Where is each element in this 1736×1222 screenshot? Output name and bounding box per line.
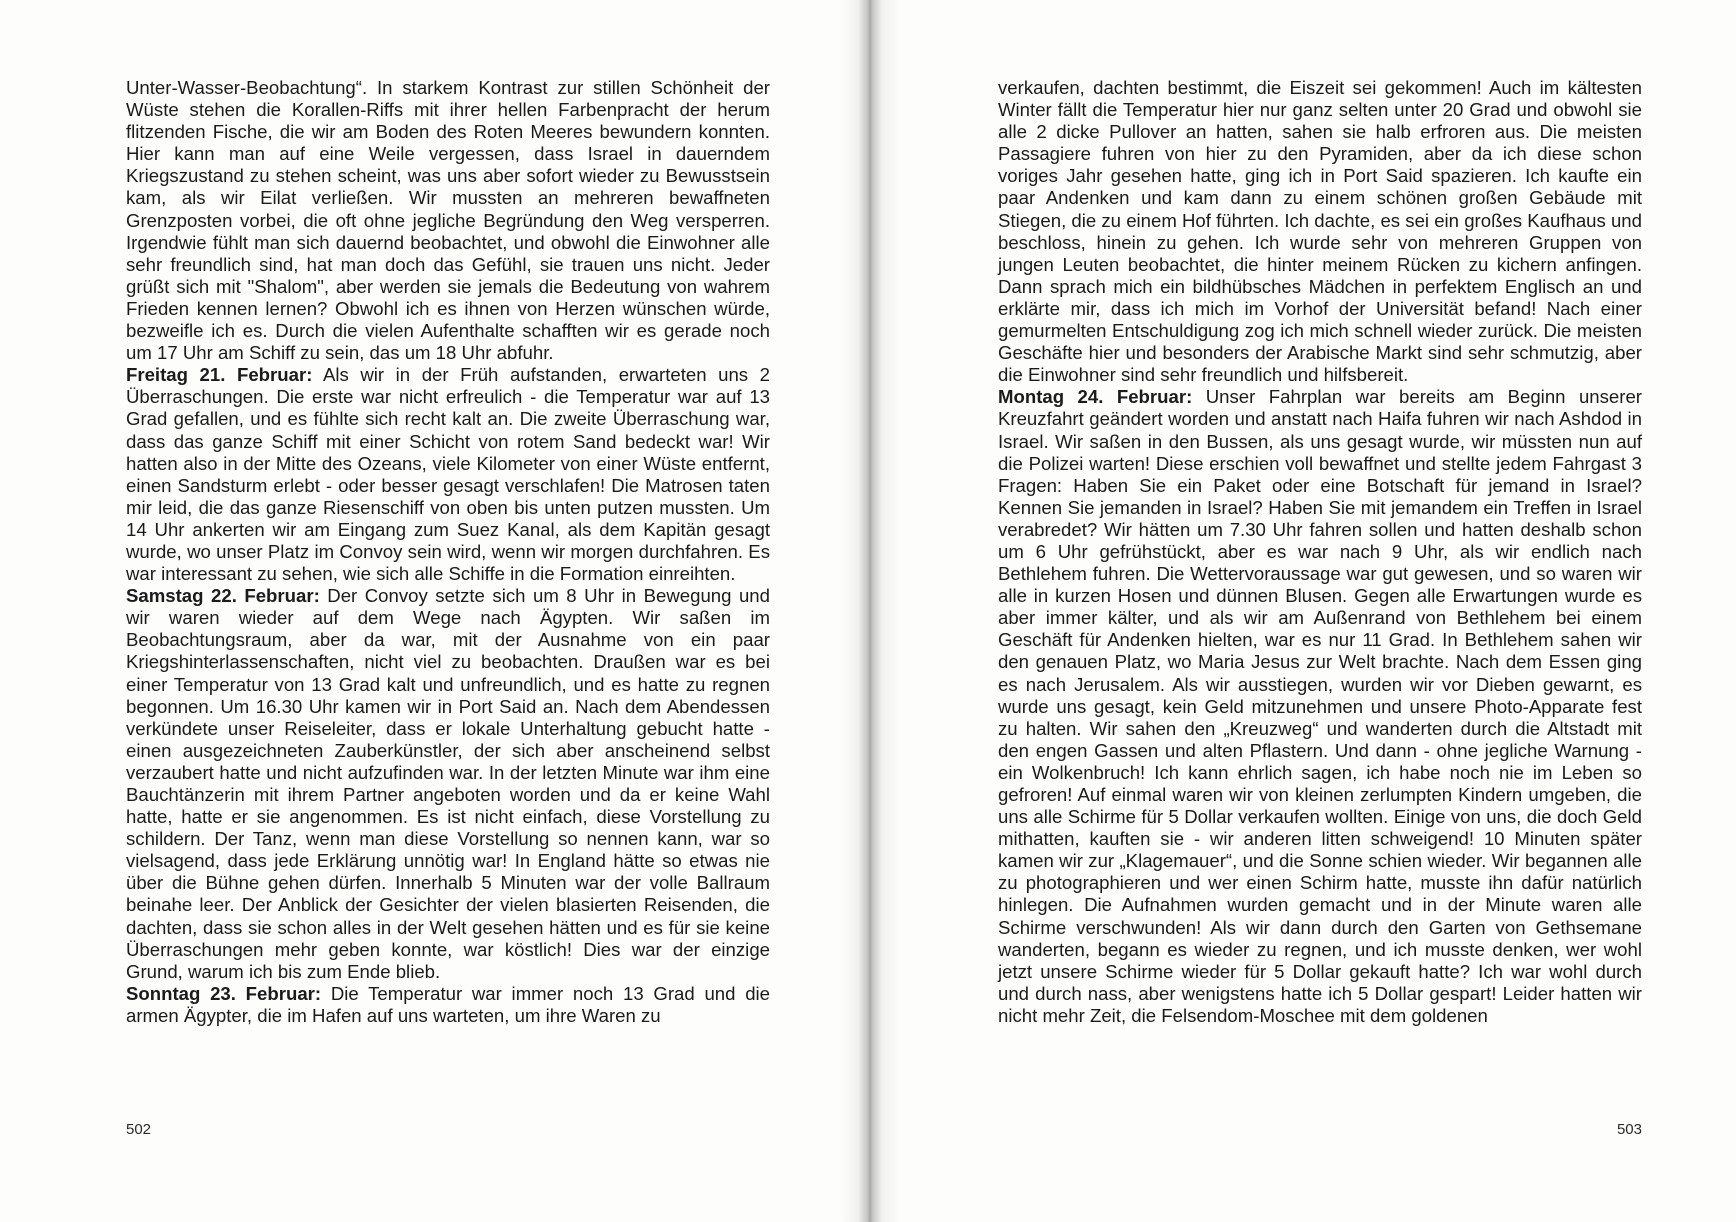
paragraph-body: Der Convoy setzte sich um 8 Uhr in Bewegung und wir waren wieder auf dem Wege nach Ägypten. Wir saßen im Beobachtungsraum, aber da war, mit der Ausnahme von ein paar Kriegshinterlassenschaften, nicht viel zu beobachten. Draußen war es bei einer Temperatur von 13 Grad kalt und unfreundlich, und es hatte zu regnen begonnen. Um 16.30 Uhr kamen wir in Port Said an. Nach dem Abendessen verkündete unser Reiseleiter, dass er lokale Unterhaltung gebucht hatte - einen ausgezeichneten Zauberkünstler, der sich aber anscheinend selbst verzaubert hatte und nicht aufzufinden war. In der letzten Minute war ihm eine Bauchtänzerin mit ihrem Partner angeboten worden und da er keine Wahl hatte, hatte er sie angenommen. Es ist nicht einfach, diese Vorstellung zu schildern. Der Tanz, wenn man diese Vorstellung so nennen kann, war so vielsagend, dass jede Erklärung unnötig war! In England hätte so etwas nie über die Bühne gehen dürfen. Innerhalb 5 Minuten war der volle Ballraum beinahe leer. Der Anblick der Gesichter der vielen blasierten Reisenden, die dachten, dass sie schon alles in der Welt gesehen hätten und es für sie keine Überraschungen mehr geben konnte, war köstlich! Dies war der einzige Grund, warum ich bis zum Ende blieb. (126, 585, 770, 982)
paragraph-body: Als wir in der Früh aufstanden, erwarteten uns 2 Überraschungen. Die erste war nicht erfreulich - die Temperatur war auf 13 Grad gefallen, und es fühlte sich recht kalt an. Die zweite Überraschung war, dass das ganze Schiff mit einer Schicht von rotem Sand bedeckt war! Wir hatten also in der Mitte des Ozeans, viele Kilometer von einer Wüste entfernt, einen Sandsturm erlebt - oder besser gesagt verschlafen! Die Matrosen taten mir leid, die das ganze Riesenschiff von oben bis unten putzen mussten. Um 14 Uhr ankerten wir am Eingang zum Suez Kanal, als dem Kapitän gesagt wurde, wo unser Platz im Convoy sein wird, wenn wir morgen durchfahren. Es war interessant zu sehen, wie sich alle Schiffe in die Formation einreihten. (126, 364, 770, 585)
page-number: 502 (126, 1121, 152, 1138)
paragraph (126, 364, 770, 585)
day-heading: Freitag 21. Februar: (126, 364, 313, 386)
day-heading: Montag 24. Februar: (998, 386, 1193, 408)
paragraph (126, 585, 770, 983)
day-heading: Sonntag 23. Februar: (126, 982, 322, 1004)
page-number: 503 (1616, 1121, 1642, 1138)
paragraph-body: Unter-Wasser-Beobachtung“. In starkem Kontrast zur stillen Schönheit der Wüste stehen die Korallen-Riffs mit ihrer hellen Farbenpracht der herum flitzenden Fische, die wir am Boden des Roten Meeres bewundern konnten. Hier kann man auf eine Weile vergessen, dass Israel in dauerndem Kriegszustand zu stehen scheint, was uns aber sofort wieder zu Bewusstsein kam, als wir Eilat verließen. Wir mussten an mehreren bewaffneten Grenzposten vorbei, die oft ohne jegliche Begründung den Weg versperren. Irgendwie fühlt man sich dauernd beobachtet, und obwohl die Einwohner alle sehr freundlich sind, hat man doch das Gefühl, sie trauen uns nicht. Jeder grüßt sich mit "Shalom", aber werden sie jemals die Bedeutung von wahrem Frieden kennen lernen? Obwohl ich es ihnen von Herzen wünschen würde, bezweifle ich es. Durch die vielen Aufenthalte schafften wir es gerade noch um 17 Uhr am Schiff zu sein, das um 18 Uhr abfuhr. (126, 77, 770, 364)
paragraph (126, 983, 770, 1027)
right-page-text (998, 77, 1642, 1027)
left-page-text (126, 77, 770, 1027)
paragraph-body: verkaufen, dachten bestimmt, die Eiszeit sei gekommen! Auch im kältesten Winter fällt die Temperatur hier nur ganz selten unter 20 Grad und obwohl sie alle 2 dicke Pullover an hatten, sahen sie halb erfroren aus. Die meisten Passagiere fuhren von hier zu den Pyramiden, aber da ich diese schon voriges Jahr gesehen hatte, ging ich in Port Said spazieren. Ich kaufte ein paar Andenken und kam dann zu einem schönen großen Gebäude mit Stiegen, die zu einem Hof führten. Ich dachte, es sei ein großes Kaufhaus und beschloss, hinein zu gehen. Ich wurde sehr von mehreren Gruppen von jungen Leuten beobachtet, die hinter meinem Rücken zu kichern anfingen. Dann sprach mich ein bildhübsches Mädchen in perfektem Englisch an und erklärte mir, dass ich mich im Vorhof der Universität befand! Nach einer gemurmelten Entschuldigung zog ich mich schnell wieder zurück. Die meisten Geschäfte hier und besonders der Arabische Markt sind sehr schmutzig, aber die Einwohner sind sehr freundlich und hilfsbereit. (998, 77, 1642, 386)
paragraph-body: Unser Fahrplan war bereits am Beginn unserer Kreuzfahrt geändert worden und anstatt nach Haifa fuhren wir nach Ashdod in Israel. Wir saßen in den Bussen, als uns gesagt wurde, wir müssten nun auf die Polizei warten! Diese erschien voll bewaffnet und stellte jedem Fahrgast 3 Fragen: Haben Sie ein Paket oder eine Botschaft für jemand in Israel? Kennen Sie jemanden in Israel? Haben Sie mit jemandem ein Treffen in Israel verabredet? Wir hätten um 7.30 Uhr fahren sollen und hatten deshalb schon um 6 Uhr gefrühstückt, aber es war nach 9 Uhr, als wir endlich nach Bethlehem fuhren. Die Wettervoraussage war gut gewesen, und so waren wir alle in kurzen Hosen und dünnen Blusen. Gegen alle Erwartungen wurde es aber immer kälter, und als wir am Außenrand von Bethlehem bei einem Geschäft für Andenken hielten, war es nur 11 Grad. In Bethlehem sahen wir den genauen Platz, wo Maria Jesus zur Welt brachte. Nach dem Essen ging es nach Jerusalem. Als wir ausstiegen, wurden wir vor Dieben gewarnt, es wurde uns gesagt, kein Geld mitzunehmen und unsere Photo-Apparate fest zu halten. Wir sahen den „Kreuzweg“ und wanderten durch die Altstadt mit den engen Gassen und alten Pflastern. Und dann - ohne jegliche Warnung - ein Wolkenbruch! Ich kann ehrlich sagen, ich habe noch nie im Leben so gefroren! Auf einmal waren wir von kleinen zerlumpten Kindern umgeben, die uns alle Schirme für 5 Dollar verkaufen wollten. Einige von uns, die doch Geld mithatten, kauften sie - wir anderen litten schweigend! 10 Minuten später kamen wir zur „Klagemauer“, und die Sonne schien wieder. Wir begannen alle zu photographieren und wer einen Schirm hatte, musste ihn dafür natürlich hinlegen. Die Aufnahmen wurden gemacht und in der Minute waren alle Schirme verschwunden! Als wir dann durch den Garten von Gethsemane wanderten, begann es wieder zu regnen, und ich musste denken, wer wohl jetzt unsere Schirme wieder für 5 Dollar gekauft hatte? Ich war wohl durch und durch nass, aber wenigstens hatte ich 5 Dollar gespart! Leider hatten wir nicht mehr Zeit, die Felsendom-Moschee mit dem goldenen (998, 386, 1642, 1026)
paragraph (998, 77, 1642, 386)
paragraph-body: Die Temperatur war immer noch 13 Grad und die armen Ägypter, die im Hafen auf uns warteten, um ihre Waren zu (126, 982, 771, 1026)
paragraph (998, 386, 1642, 1027)
right-page (870, 0, 1736, 1222)
paragraph (126, 77, 770, 364)
day-heading: Samstag 22. Februar: (126, 585, 320, 607)
